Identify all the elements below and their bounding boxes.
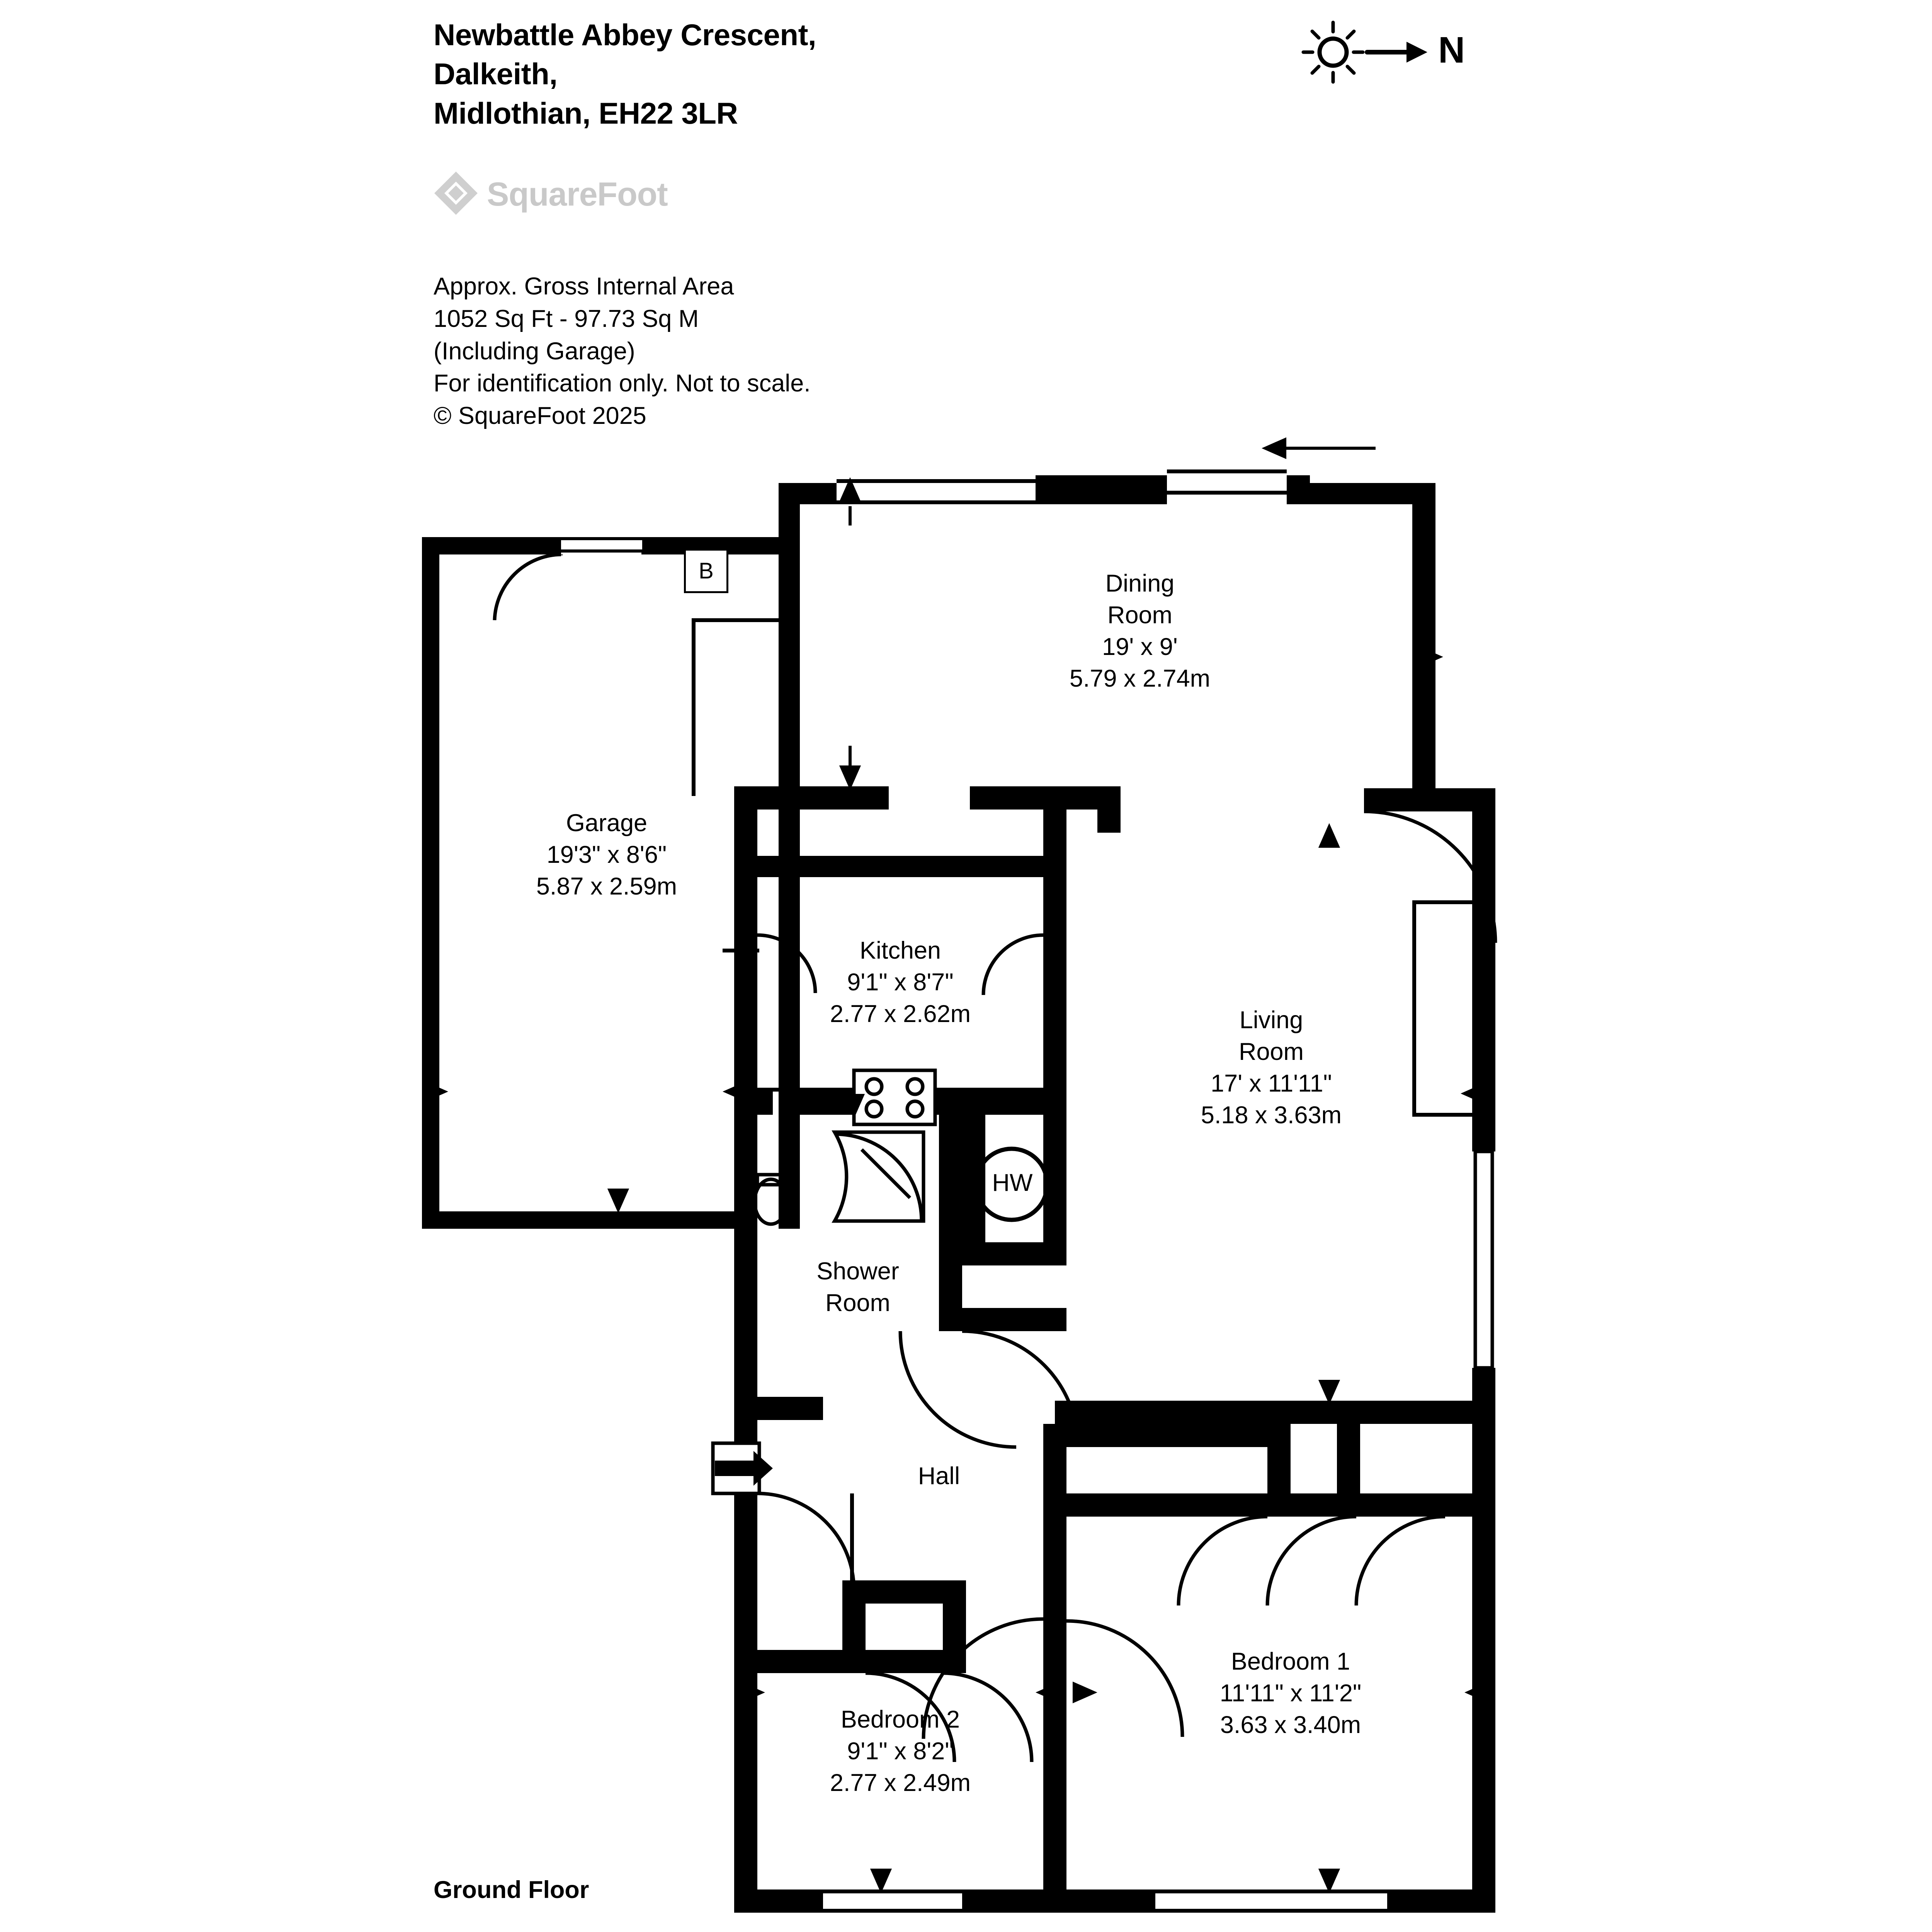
shower-room-name-line-1: Shower [816,1258,899,1285]
brand [433,169,781,219]
bedroom-1-name: Bedroom 1 [1231,1648,1350,1675]
title-line-1: Newbattle Abbey Crescent, [434,18,816,52]
room-label-living-room [1121,1005,1422,1131]
page-title [434,15,1090,133]
room-label-bedroom-1 [1109,1646,1472,1741]
room-label-kitchen [757,935,1043,1030]
kitchen-dim-metric: 2.77 x 2.62m [830,1000,971,1027]
area-info-line-4: For identification only. Not to scale. [434,370,811,397]
diamond-logo-icon [433,170,479,216]
garage-dim-metric: 5.87 x 2.59m [536,872,677,900]
kitchen-dim-imperial: 9'1" x 8'7" [847,968,954,996]
bedroom-1-dim-imperial: 11'11" x 11'2" [1219,1679,1362,1707]
room-label-dining-room [1005,568,1275,695]
dining-room-name-line-2: Room [1107,601,1173,629]
living-room-dim-metric: 5.18 x 3.63m [1201,1101,1342,1129]
room-label-bedroom-2 [757,1704,1043,1799]
garage-dim-imperial: 19'3" x 8'6" [546,841,667,868]
area-info [434,270,1090,432]
area-info-line-3: (Including Garage) [434,337,635,365]
floor-caption: Ground Floor [434,1876,589,1903]
garage-name: Garage [566,810,648,837]
kitchen-name: Kitchen [859,937,941,964]
dining-room-dim-imperial: 19' x 9' [1102,633,1178,660]
room-label-shower-room [746,1256,970,1319]
area-info-line-1: Approx. Gross Internal Area [434,273,734,300]
title-line-2: Dalkeith, [434,57,558,91]
bedroom-1-dim-metric: 3.63 x 3.40m [1220,1711,1361,1738]
area-info-line-2: 1052 Sq Ft - 97.73 Sq M [434,305,699,332]
dining-room-name-line-1: Dining [1105,570,1175,597]
brand-name: SquareFoot [487,176,668,213]
compass-north-icon [1271,12,1480,97]
living-room-dim-imperial: 17' x 11'11" [1211,1070,1332,1097]
hot-water-marker: HW [992,1169,1033,1196]
bedroom-2-dim-metric: 2.77 x 2.49m [830,1769,971,1796]
dining-room-dim-metric: 5.79 x 2.74m [1069,665,1211,692]
room-label-garage [460,808,753,903]
hall-name: Hall [918,1463,960,1490]
bedroom-2-name: Bedroom 2 [840,1706,960,1733]
living-room-name-line-1: Living [1239,1007,1303,1034]
title-line-3: Midlothian, EH22 3LR [434,96,738,130]
living-room-name-line-2: Room [1238,1038,1304,1065]
bedroom-2-dim-imperial: 9'1" x 8'2" [847,1737,954,1765]
room-label-hall [838,1461,1039,1492]
shower-room-name-line-2: Room [825,1289,891,1316]
compass-label: N [1438,29,1465,71]
boiler-marker: B [684,549,728,593]
area-info-line-5: © SquareFoot 2025 [434,402,646,430]
